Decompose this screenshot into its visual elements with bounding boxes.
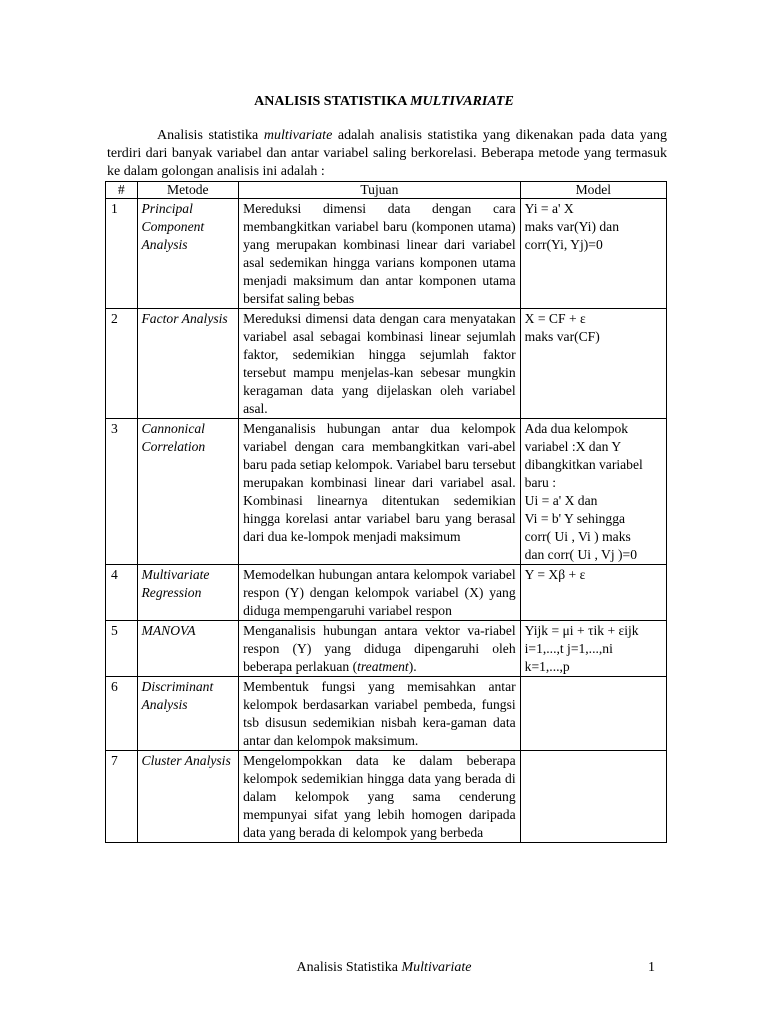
row-tujuan: Mengelompokkan data ke dalam beberapa kelompok sedemikian hingga data yang berada di dalam kelompok yang sama cenderung mempunyai sifat yang lebih homogen daripada data yang berada di kelompok yang berbeda bbox=[239, 751, 521, 843]
table-row bbox=[106, 419, 667, 565]
page-title bbox=[0, 94, 768, 110]
model-line: maks var(Yi) dan bbox=[524, 219, 620, 234]
header-tujuan: Tujuan bbox=[239, 182, 521, 199]
header-number: # bbox=[106, 182, 138, 199]
row-metode: Discriminant Analysis bbox=[137, 677, 239, 751]
model-line: corr(Yi, Yj)=0 bbox=[524, 237, 603, 252]
model-line: i=1,...,t j=1,...,ni bbox=[524, 641, 613, 656]
title-italic: MULTIVARIATE bbox=[410, 94, 514, 109]
table-row bbox=[106, 309, 667, 419]
row-model bbox=[520, 199, 666, 309]
methods-table bbox=[105, 181, 667, 843]
table-row bbox=[106, 677, 667, 751]
page-number: 1 bbox=[648, 960, 655, 975]
row-model bbox=[520, 309, 666, 419]
row-number: 7 bbox=[106, 751, 138, 843]
table-header-row bbox=[106, 182, 667, 199]
row-metode: Factor Analysis bbox=[137, 309, 239, 419]
table-row bbox=[106, 199, 667, 309]
row-model bbox=[520, 565, 666, 621]
model-line: corr( Ui , Vi ) maks bbox=[524, 529, 631, 544]
model-line: Yi = a' X bbox=[524, 201, 574, 216]
intro-italic: multivariate bbox=[263, 128, 333, 143]
title-text: ANALISIS STATISTIKA bbox=[254, 94, 411, 109]
model-line: X = CF + ε bbox=[524, 311, 586, 326]
header-metode: Metode bbox=[137, 182, 239, 199]
row-number: 2 bbox=[106, 309, 138, 419]
tujuan-italic: treatment bbox=[357, 659, 409, 674]
intro-text-2: adalah analisis statistika yang dikenakan pada data yang terdiri dari banyak variabel dan antar variabel saling berkorelasi. Beberapa metode yang termasuk ke dalam golongan analisis ini adalah : bbox=[107, 128, 667, 179]
model-line: Ada dua kelompok variabel :X dan Y dibangkitkan variabel baru : bbox=[524, 421, 643, 490]
model-line: k=1,...,p bbox=[524, 659, 570, 674]
row-number: 5 bbox=[106, 621, 138, 677]
row-tujuan bbox=[239, 621, 521, 677]
footer-text: Analisis Statistika bbox=[296, 960, 402, 975]
row-tujuan: Menganalisis hubungan antar dua kelompok variabel dengan cara membangkitkan vari-abel baru pada setiap kelompok. Variabel baru tersebut merupakan kombinasi linear dari variabel asal. Kombinasi linearnya ditentukan sedemikian hingga korelasi antar variabel baru yang berasal dari dua ke-lompok menjadi maksimum bbox=[239, 419, 521, 565]
row-model bbox=[520, 621, 666, 677]
header-model: Model bbox=[520, 182, 666, 199]
row-metode: Cannonical Correlation bbox=[137, 419, 239, 565]
row-tujuan: Mereduksi dimensi data dengan cara membangkitkan variabel baru (komponen utama) yang merupakan kombinasi linear dari variabel asal sedemikan hingga varians komponen utama menjadi maksimum dan antar komponen utama bersifat saling bebas bbox=[239, 199, 521, 309]
model-line: maks var(CF) bbox=[524, 329, 600, 344]
model-line: Ui = a' X dan bbox=[524, 493, 598, 508]
row-number: 1 bbox=[106, 199, 138, 309]
tujuan-text-1: Menganalisis hubungan antara vektor va-riabel respon (Y) yang diduga dipengaruhi oleh beberapa perlakuan ( bbox=[243, 623, 516, 674]
row-metode: Cluster Analysis bbox=[137, 751, 239, 843]
row-model bbox=[520, 751, 666, 843]
footer-italic: Multivariate bbox=[401, 960, 472, 975]
row-tujuan: Mereduksi dimensi data dengan cara menyatakan variabel asal sebagai kombinasi linear sejumlah faktor, sedemikian hingga sejumlah faktor tersebut mampu menjelas-kan sebesar mungkin keragaman data yang dijelaskan oleh variabel asal. bbox=[239, 309, 521, 419]
row-number: 6 bbox=[106, 677, 138, 751]
model-line: Vi = b' Y sehingga bbox=[524, 511, 626, 526]
model-line: Y = Xβ + ε bbox=[524, 567, 586, 582]
row-metode: Multivariate Regression bbox=[137, 565, 239, 621]
row-tujuan: Memodelkan hubungan antara kelompok variabel respon (Y) dengan kelompok variabel (X) yang diduga mempengaruhi variabel respon bbox=[239, 565, 521, 621]
table-row bbox=[106, 621, 667, 677]
row-number: 3 bbox=[106, 419, 138, 565]
row-model bbox=[520, 677, 666, 751]
model-line: dan corr( Ui , Vj )=0 bbox=[524, 547, 638, 562]
intro-paragraph bbox=[107, 127, 667, 181]
row-metode: Principal Component Analysis bbox=[137, 199, 239, 309]
table-row bbox=[106, 565, 667, 621]
table-row bbox=[106, 751, 667, 843]
intro-text-1: Analisis statistika bbox=[157, 128, 264, 143]
row-tujuan: Membentuk fungsi yang memisahkan antar kelompok berdasarkan variabel pembeda, fungsi tsb disusun sedemikian nisbah kera-gaman data antar dan kelompok maksimum. bbox=[239, 677, 521, 751]
row-model bbox=[520, 419, 666, 565]
model-line: Yijk = μi + τik + εijk bbox=[524, 623, 639, 638]
tujuan-text-2: ). bbox=[408, 659, 417, 674]
row-number: 4 bbox=[106, 565, 138, 621]
row-metode: MANOVA bbox=[137, 621, 239, 677]
